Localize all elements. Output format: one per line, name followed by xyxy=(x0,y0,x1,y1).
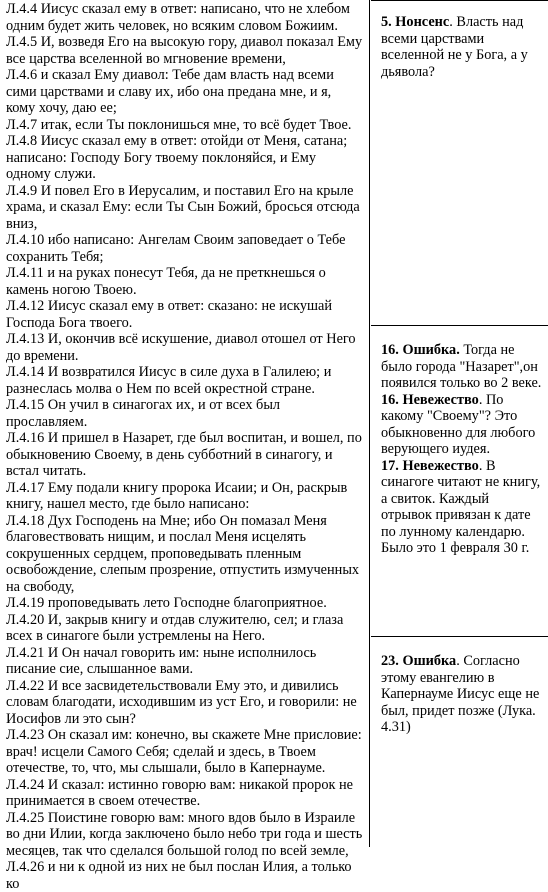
verse: Л.4.13 И, окончив всё искушение, диавол отошел от Него до времени. xyxy=(6,331,356,364)
note-tag: 5. Нонсенс xyxy=(381,14,450,30)
verse: Л.4.14 И возвратился Иисус в силе духа в Галилею; и разнеслась молва о Нем по всей окрестной стране. xyxy=(6,364,332,397)
verse: Л.4.10 ибо написано: Ангелам Своим заповедает о Тебе сохранить Тебя; xyxy=(6,232,346,265)
note-23 xyxy=(381,653,543,736)
verse: Л.4.21 И Он начал говорить им: ныне исполнилось писание сие, слышанное вами. xyxy=(6,644,317,677)
verse: Л.4.17 Ему подали книгу пророка Исаии; и Он, раскрыв книгу, нашел место, где было написано: xyxy=(6,479,348,512)
verse: Л.4.25 Поистине говорю вам: много вдов было в Израиле во дни Илии, когда заключено было небо три года и шесть месяцев, так что сделался большой голод по всей земле, xyxy=(6,809,363,859)
note-5 xyxy=(381,14,543,80)
verse: Л.4.23 Он сказал им: конечно, вы скажете Мне присловие: врач! исцели Самого Себя; сделай и здесь, в Твоем отечестве, то, что, мы слышали, было в Капернауме. xyxy=(6,727,362,776)
verse: Л.4.20 И, закрыв книгу и отдав служителю, сел; и глаза всех в синагоге были устремлены на Него. xyxy=(6,611,344,644)
note-text: . В синагоге читают не книгу, а свиток. Каждый отрывок привязан к дате по лунному календарю. Было это 1 февраля 30 г. xyxy=(381,457,541,556)
verse: Л.4.8 Иисус сказал ему в ответ: отойди от Меня, сатана; написано: Господу Богу твоему поклоняйся, и Ему одному служи. xyxy=(6,133,348,182)
note-text: Тогда не было города "Назарет",он появился только во 2 веке. xyxy=(381,342,542,391)
note-tag: 16. Ошибка. xyxy=(381,342,460,358)
verse: Л.4.18 Дух Господень на Мне; ибо Он помазал Меня благовествовать нищим, и послал Меня исцелять сокрушенных сердцем, проповедывать пленным освобождение, слепым прозрение, отпустить измученных на свободу, xyxy=(6,512,360,595)
note-tag: 23. Ошибка xyxy=(381,653,457,669)
verse: Л.4.9 И повел Его в Иерусалим, и поставил Его на крыле храма, и сказал Ему: если Ты Сын Божий, бросься отсюда вниз, xyxy=(6,182,360,232)
table-rule xyxy=(371,325,548,326)
commentary-column xyxy=(371,0,548,847)
note-tag: 17. Невежество xyxy=(381,457,479,474)
verse: Л.4.7 итак, если Ты поклонишься мне, то всё будет Твое. xyxy=(6,116,352,133)
verse: Л.4.26 и ни к одной из них не был послан Илия, а только ко xyxy=(6,859,352,892)
verse: Л.4.19 проповедывать лето Господне благоприятное. xyxy=(6,595,327,611)
table-rule xyxy=(371,0,548,1)
note-text: . Согласно этому евангелию в Капернауме Иисус еще не был, придет позже (Лука. 4.31) xyxy=(381,653,540,735)
note-text: . По какому "Своему"? Это обыкновенно для любого верующего иудея. xyxy=(381,391,536,457)
verse: Л.4.15 Он учил в синагогах их, и от всех был прославляем. xyxy=(6,397,281,430)
note-16-17-group xyxy=(381,342,543,557)
verse: Л.4.4 Иисус сказал ему в ответ: написано, что не хлебом одним будет жить человек, но всяким словом Божиим. xyxy=(6,1,350,34)
note-tag: 16. Невежество xyxy=(381,391,479,408)
verse: Л.4.12 Иисус сказал ему в ответ: сказано: не искушай Господа Бога твоего. xyxy=(6,298,332,331)
verse: Л.4.11 и на руках понесут Тебя, да не преткнешься о камень ногою Твоею. xyxy=(6,265,326,298)
note-text: . Власть над всеми царствами вселенной не у Бога, а у дьявола? xyxy=(381,14,528,80)
verse: Л.4.24 И сказал: истинно говорю вам: никакой пророк не принимается в своем отечестве. xyxy=(6,776,353,809)
verse: Л.4.5 И, возведя Его на высокую гору, диавол показал Ему все царства вселенной во мгновение времени, xyxy=(6,34,363,67)
verse: Л.4.22 И все засвидетельствовали Ему это, и дивились словам благодати, исходившим из уст Его, и говорили: не Иосифов ли это сын? xyxy=(6,677,357,727)
verse: Л.4.6 и сказал Ему диавол: Тебе дам власть над всеми сими царствами и славу их, ибо она предана мне, и я, кому хочу, даю ее; xyxy=(6,67,334,116)
verse: Л.4.16 И пришел в Назарет, где был воспитан, и вошел, по обыкновению Своему, в день субботний в синагогу, и встал читать. xyxy=(6,430,362,479)
table-rule xyxy=(371,636,548,637)
